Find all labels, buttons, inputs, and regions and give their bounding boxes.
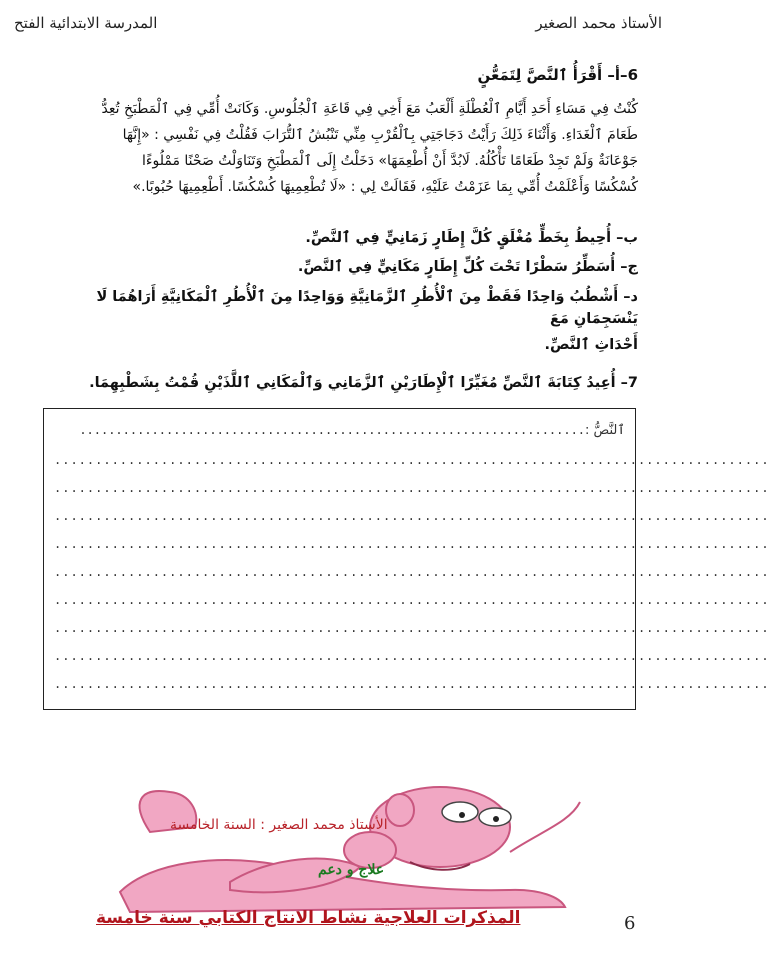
pink-panther-illustration [110, 772, 590, 922]
passage-line: طَعَامَ ٱلْغَدَاءِ. وَأَثْنَاءَ ذَلِكَ رَأَيْتُ دَجَاجَتِي بِٱلْقُرْبِ مِنِّي تَنْبُشُ ٱلتُّرَابَ فَقُلْتُ فِي نَفْسِي : «إِنَّهَا [122, 127, 638, 143]
answer-line[interactable]: ....................................................................................... [54, 453, 770, 467]
instruction-d [36, 286, 638, 356]
footer-credit: الأستاذ محمد الصغير : السنة الخامسة [170, 817, 388, 833]
answer-box[interactable] [43, 408, 770, 710]
instruction-d-line2: أَحْدَاثِ ٱلنَّصِّ. [544, 337, 638, 353]
answer-line[interactable]: ....................................................................................... [54, 649, 770, 663]
passage-line: كُنْتُ فِي مَسَاءِ أَحَدِ أَيَّامِ ٱلْعُطْلَةِ أَلْعَبُ مَعَ أَخِي فِي قَاعَةِ ٱلْجُلُوسِ. وَكَانَتْ أُمِّي فِي ٱلْمَطْبَخِ تُعِدُّ [101, 101, 638, 117]
passage-line: كُسْكُسًا وَأَعْلَمْتُ أُمِّي بِمَا عَزَمْتُ عَلَيْهِ، فَقَالَتْ لِي : «لَا تُطْعِمِيهَا كُسْكُسًا. أَطْعِمِيهَا حُبُوبًا.» [132, 179, 638, 195]
question-6-title: 6–أ– أَقْرَأُ ٱلنَّصَّ لِتَمَعُّنٍ [477, 66, 638, 84]
answer-line[interactable]: ....................................................................................... [54, 481, 770, 495]
passage-line: جَوْعَانَةٌ وَلَمْ تَجِدْ طَعَامًا تَأْكُلُهُ. لَابُدَّ أَنْ أُطْعِمَهَا» دَخَلْتُ إِلَى ٱلْمَطْبَخِ وَتَنَاوَلْتُ صَحْنًا مَمْلُوءًا [142, 153, 638, 169]
answer-line[interactable]: ....................................................................................... [54, 565, 770, 579]
page-number: 6 [624, 913, 636, 934]
instruction-d-line1: د– أَشْطُبُ وَاحِدًا فَقَطْ مِنَ ٱلْأُطُرِ ٱلزَّمَانِيَّةِ وَوَاحِدًا مِنَ ٱلْأُطُرِ ٱلْمَكَانِيَّةِ أَرَاهُمَا لَا يَنْسَجِمَانِ مَعَ [96, 289, 638, 327]
answer-label: ٱلنَّصُّ : [585, 423, 625, 438]
answer-line-1[interactable]: ٱلنَّصُّ :...................................................................... [79, 423, 625, 438]
question-7-title: 7– أُعِيدُ كِتَابَةَ ٱلنَّصِّ مُغَيِّرًا ٱلْإِطَارَيْنِ ٱلزَّمَانِي وَٱلْمَكَانِي ٱللَّذَيْنِ قُمْتُ بِشَطْبِهِمَا. [89, 375, 638, 391]
answer-line[interactable]: ....................................................................................... [54, 509, 770, 523]
reading-passage [36, 96, 638, 200]
answer-line[interactable]: ....................................................................................... [54, 621, 770, 635]
answer-line[interactable]: ....................................................................................... [54, 677, 770, 691]
school-name-header: المدرسة الابتدائية الفتح [14, 14, 158, 32]
answer-line[interactable]: ....................................................................................... [54, 593, 770, 607]
instruction-b: ب– أُحِيطُ بِخَطٍّ مُغْلَقٍ كُلَّ إِطَارٍ زَمَانِيٍّ فِي ٱلنَّصِّ. [305, 230, 638, 246]
footer-badge: علاج و دعم [318, 862, 385, 878]
footer-title: المذكرات العلاجية نشاط الانتاج الكتابي سنة خامسة [96, 908, 521, 928]
teacher-name-header: الأستاذ محمد الصغير [535, 14, 662, 32]
answer-line[interactable]: ....................................................................................... [54, 537, 770, 551]
instruction-j: ج– أُسَطِّرُ سَطْرًا تَحْتَ كُلِّ إِطَارٍ مَكَانِيٍّ فِي ٱلنَّصِّ. [297, 259, 638, 275]
